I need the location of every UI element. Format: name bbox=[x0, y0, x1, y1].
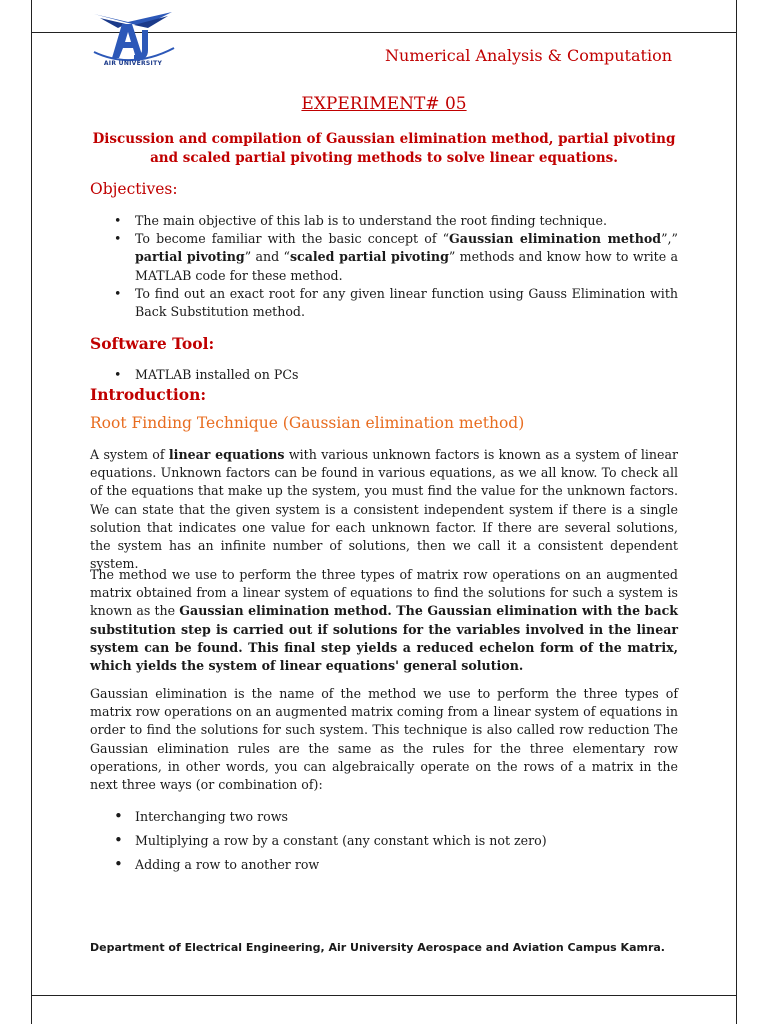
list-item bbox=[90, 832, 678, 850]
intro-paragraph-2 bbox=[90, 566, 678, 675]
objectives-heading-colon: : bbox=[172, 180, 178, 198]
para-text: The method we use to perform the three types of matrix row operations on an augmented matrix obtained from a linear system of equations to find the solutions for such a system is known as the bbox=[90, 567, 678, 619]
objective-3: To find out an exact root for any given linear function using Gauss Elimination with Back Substitution method. bbox=[135, 285, 678, 320]
course-title: Numerical Analysis & Computation bbox=[385, 46, 672, 65]
introduction-heading: Introduction: bbox=[90, 385, 207, 404]
para-text: A system of bbox=[90, 447, 169, 462]
para-text: with various unknown factors is known as a system of linear equations. Unknown factors can be found in various equations, as we all know. To check all of the equations that make up the system, you must find the value for the unknown factors. We can state that the given system is a consistent independent system if there is a single solution that indicates one value for each unknown factor. If there are several solutions, the system has an infinite number of solutions, then we call it a consistent dependent system. bbox=[90, 447, 678, 572]
list-item bbox=[90, 285, 678, 321]
para-bold: Gaussian elimination method. The Gaussian elimination with the back substitution step is carried out if solutions for the variables involved in the linear system can be found. This final step yields a reduced echelon form of the matrix, which yields the system of linear equations' general solution. bbox=[90, 603, 678, 674]
objective-2-text: ”,” bbox=[661, 231, 678, 247]
list-item bbox=[90, 366, 678, 384]
list-item bbox=[90, 230, 678, 285]
objective-2-text: ” methods and know how to write a MATLAB code for these method. bbox=[135, 249, 678, 283]
rule-item: Interchanging two rows bbox=[135, 809, 288, 824]
experiment-title: EXPERIMENT# 05 bbox=[301, 94, 467, 114]
intro-paragraph-1 bbox=[90, 446, 678, 573]
row-operations-list bbox=[90, 808, 678, 881]
objectives-list bbox=[90, 212, 678, 321]
objective-2-text: To become familiar with the basic concept of “ bbox=[135, 231, 450, 247]
rule-item: Multiplying a row by a constant (any constant which is not zero) bbox=[135, 833, 547, 849]
objectives-heading-text: Objectives bbox=[90, 180, 173, 198]
list-item bbox=[90, 212, 678, 230]
software-heading: Software Tool: bbox=[90, 334, 215, 353]
software-item: MATLAB installed on PCs bbox=[135, 367, 299, 382]
software-list bbox=[90, 366, 678, 384]
footer-department: Department of Electrical Engineering, Air University Aerospace and Aviation Campus Kamra. bbox=[90, 941, 665, 954]
list-item bbox=[90, 856, 678, 874]
introduction-subheading: Root Finding Technique (Gaussian elimination method) bbox=[90, 414, 525, 432]
footer-rule bbox=[31, 995, 737, 996]
objective-2-bold: Gaussian elimination method bbox=[449, 231, 662, 247]
objective-1: The main objective of this lab is to understand the root finding technique. bbox=[135, 213, 607, 228]
objective-2-text: ” and “ bbox=[244, 249, 290, 265]
list-item bbox=[90, 808, 678, 826]
intro-paragraph-3: Gaussian elimination is the name of the method we use to perform the three types of matrix row operations on an augmented matrix coming from a linear system of equations in order to find the solutions for such system. This technique is also called row reduction The Gaussian elimination rules are the same as the rules for the three elementary row operations, in other words, you can algebraically operate on the rows of a matrix in the next three ways (or combination of): bbox=[90, 686, 678, 793]
objective-2-bold: scaled partial pivoting bbox=[289, 249, 449, 265]
experiment-subtitle: Discussion and compilation of Gaussian elimination method, partial pivoting and scaled partial pivoting methods to solve linear equations. bbox=[92, 131, 676, 166]
objectives-heading bbox=[90, 180, 178, 198]
rule-item: Adding a row to another row bbox=[135, 857, 320, 873]
objective-2-bold: partial pivoting bbox=[135, 249, 245, 265]
para-bold: linear equations bbox=[168, 447, 285, 462]
logo-text: AIR UNIVERSITY bbox=[103, 60, 163, 67]
